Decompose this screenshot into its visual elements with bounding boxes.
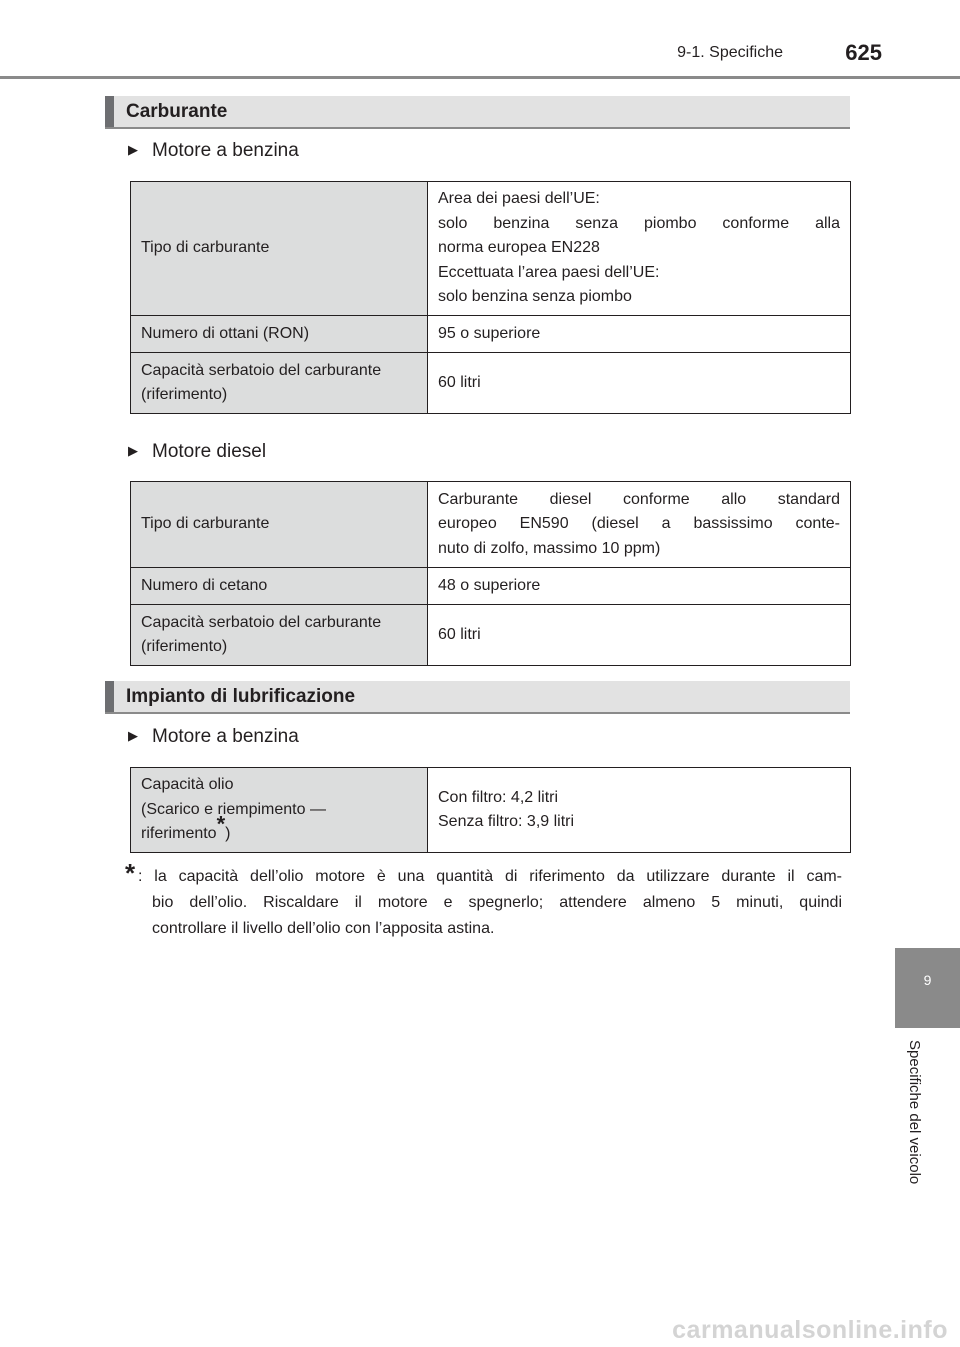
- value-line: norma europea EN228: [438, 239, 600, 257]
- label-line: [141, 811, 417, 847]
- chapter-number: 9: [923, 972, 932, 988]
- triangle-bullet-icon: ▶: [128, 728, 138, 743]
- row-label: Numero di cetano: [131, 568, 428, 605]
- label-line: (riferimento): [141, 638, 228, 655]
- value-line: Senza filtro: 3,9 litri: [438, 813, 575, 830]
- label-line: Capacità serbatoio del carburante: [141, 613, 382, 631]
- row-label: Tipo di carburante: [131, 482, 428, 568]
- bullet-diesel: [128, 441, 266, 463]
- heading-lubrication-title: Impianto di lubrificazione: [126, 686, 356, 707]
- label-line-text: riferimento: [141, 825, 217, 843]
- table-row: [131, 482, 851, 568]
- heading-accent: [105, 96, 114, 127]
- value-line: europeo EN590 (diesel a bassissimo conte-: [438, 515, 840, 533]
- footnote: [125, 858, 842, 942]
- value-line: Eccettuata l’area paesi dell’UE:: [438, 263, 660, 281]
- footnote-line: bio dell’olio. Riscaldare il motore e spegnerlo; attendere almeno 5 minuti, quindi: [152, 894, 842, 911]
- table-row: [131, 316, 851, 353]
- table-row: [131, 768, 851, 853]
- bullet-petrol-label: Motore a benzina: [152, 140, 299, 161]
- row-value: [428, 768, 851, 853]
- value-line: solo benzina senza piombo conforme alla: [438, 214, 840, 232]
- footnote-star: *: [125, 858, 136, 888]
- page-number: 625: [845, 40, 882, 65]
- heading-fuel-title: Carburante: [126, 101, 228, 122]
- row-value: [428, 482, 851, 568]
- label-line: (riferimento): [141, 386, 228, 403]
- row-value: 60 litri: [428, 605, 851, 666]
- watermark: carmanualsonline.info: [672, 1316, 948, 1344]
- row-label: [131, 605, 428, 666]
- bullet-diesel-label: Motore diesel: [152, 441, 267, 462]
- fuel-petrol-table: [130, 181, 851, 414]
- footnote-line: : la capacità dell’olio motore è una quantità di riferimento da utilizzare durante il cam-: [138, 868, 842, 885]
- header-rule: [0, 76, 960, 79]
- value-line: solo benzina senza piombo: [438, 288, 632, 306]
- fuel-diesel-table: [130, 481, 851, 666]
- triangle-bullet-icon: ▶: [128, 142, 138, 157]
- value-line: Area dei paesi dell’UE:: [438, 190, 600, 208]
- oil-capacity-table: [130, 767, 851, 853]
- footnote-line: controllare il livello dell’olio con l’apposita astina.: [152, 920, 495, 937]
- table-row: [131, 182, 851, 316]
- table-row: [131, 568, 851, 605]
- label-line: (Scarico e riempimento —: [141, 800, 326, 818]
- label-close: ): [225, 825, 231, 843]
- heading-lubrication: [105, 681, 850, 714]
- chapter-label: Specifiche del veicolo: [906, 1040, 923, 1185]
- footnote-marker: *: [216, 811, 226, 837]
- row-value: 95 o superiore: [428, 316, 851, 353]
- chapter-tab: [895, 948, 960, 1028]
- row-value: 60 litri: [428, 353, 851, 414]
- value-line: Con filtro: 4,2 litri: [438, 788, 559, 806]
- value-line: nuto di zolfo, massimo 10 ppm): [438, 539, 661, 557]
- label-line: Capacità serbatoio del carburante: [141, 361, 382, 379]
- bullet-petrol: [128, 140, 299, 162]
- bullet-lubrication-petrol-label: Motore a benzina: [152, 726, 299, 747]
- triangle-bullet-icon: ▶: [128, 443, 138, 458]
- row-value: [428, 182, 851, 316]
- bullet-lubrication-petrol: [128, 726, 299, 748]
- heading-fuel: [105, 96, 850, 129]
- row-label: Tipo di carburante: [131, 182, 428, 316]
- row-value: 48 o superiore: [428, 568, 851, 605]
- value-line: Carburante diesel conforme allo standard: [438, 490, 840, 508]
- heading-accent: [105, 681, 114, 712]
- header-section-title: 9-1. Specifiche: [677, 44, 783, 61]
- table-row: [131, 605, 851, 666]
- row-label: [131, 353, 428, 414]
- row-label: Numero di ottani (RON): [131, 316, 428, 353]
- row-label: [131, 768, 428, 853]
- table-row: [131, 353, 851, 414]
- label-line: Capacità olio: [141, 776, 234, 794]
